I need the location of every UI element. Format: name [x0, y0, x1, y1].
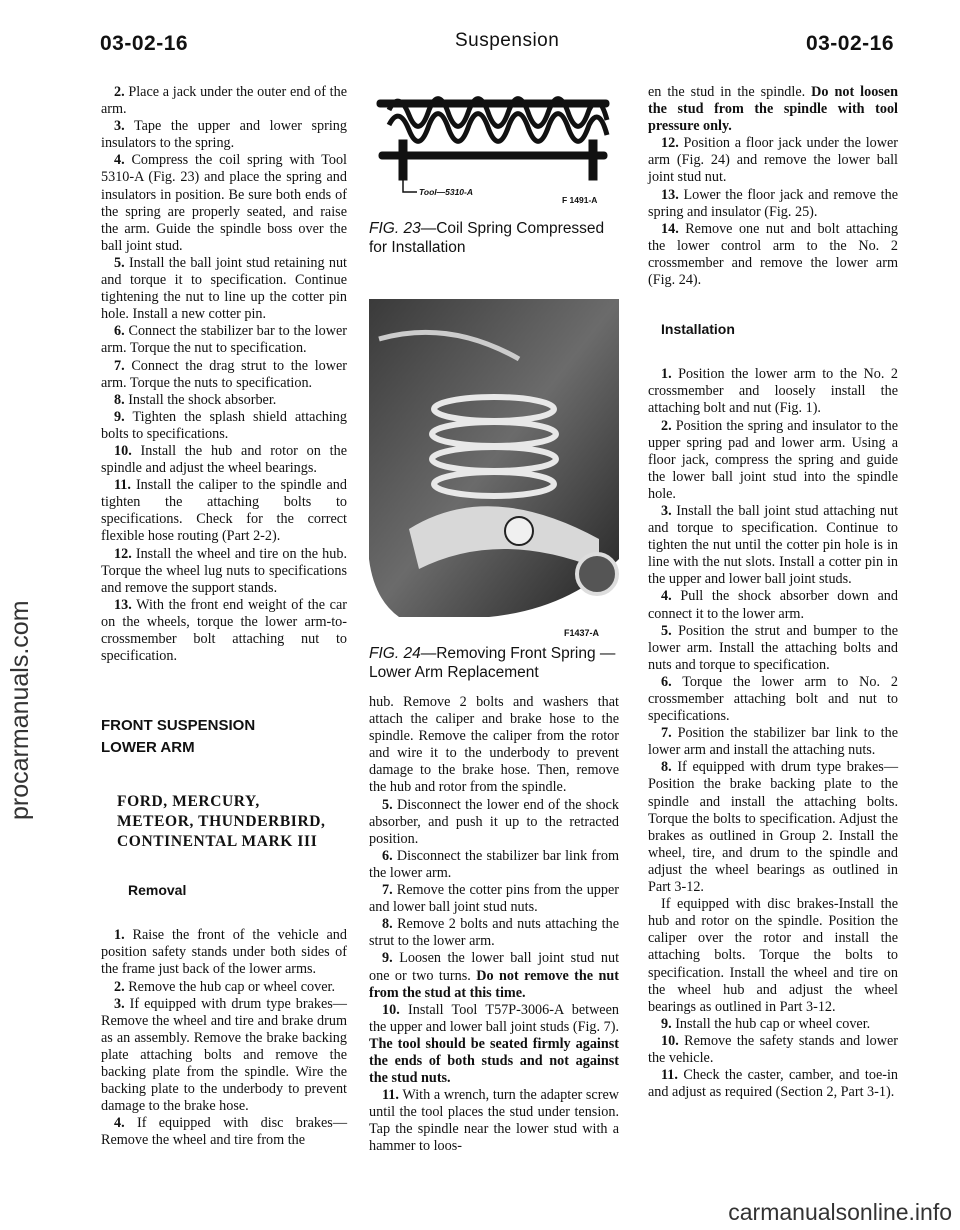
step-text: Raise the front of the vehicle and position safety stands under both sides of the frame just back of the lower arms.: [101, 927, 347, 978]
step-number: 1.: [114, 927, 125, 944]
step-text: Disconnect the lower end of the shock absorber, and push it up to the retracted position.: [369, 796, 619, 847]
step-item: [648, 187, 898, 221]
step-number: 2.: [114, 978, 125, 995]
fig24-label: FIG. 24: [369, 645, 421, 662]
step-text: If equipped with drum type brakes—Remove the wheel and tire and brake drum as an assembly. Remove the brake backing plate attaching bolts and remove the backing plate from the spindle. Wire the backing plate to the underbody to prevent damage to the brake hose.: [101, 995, 347, 1115]
step-number: 9.: [661, 1015, 672, 1032]
step-item: [101, 927, 347, 978]
footer-watermark: carmanualsonline.info: [728, 1199, 952, 1225]
step-number: 12.: [661, 135, 679, 152]
step-number: 11.: [661, 1067, 678, 1084]
step-number: 10.: [661, 1032, 679, 1049]
step-number: 13.: [114, 596, 132, 613]
step-text: Compress the coil spring with Tool 5310-A (Fig. 23) and place the spring and insulators in position. Be sure both ends of the spring are properly seated, and raise the arm. Guide the spindle boss over the ball joint stud.: [101, 152, 347, 254]
step-number: 8.: [661, 759, 672, 776]
step-text: Install the wheel and tire on the hub. Torque the wheel lug nuts to specifications and remove the support stands.: [101, 545, 347, 596]
step-item: [101, 118, 347, 152]
step-text: Position the lower arm to the No. 2 crossmember and loosely install the attaching bolt and nut (Fig. 1).: [648, 366, 899, 417]
step-number: 7.: [382, 882, 393, 899]
section-title-lower-arm: LOWER ARM: [101, 739, 195, 757]
step-text: Tighten the splash shield attaching bolts to specifications.: [101, 408, 347, 442]
step-item: [101, 477, 347, 545]
step-number: 4.: [661, 588, 672, 605]
step-number: 6.: [114, 323, 125, 340]
step-text: Check the caster, camber, and toe-in and adjust as required (Section 2, Part 3-1).: [648, 1067, 899, 1101]
step-item: [648, 221, 898, 289]
installation-steps-final: [648, 1016, 898, 1101]
column-middle: [369, 80, 619, 1156]
step-number: 1.: [661, 366, 672, 383]
figure-24: [369, 299, 619, 644]
models-line-3: CONTINENTAL MARK III: [117, 833, 318, 851]
fig24-code: F1437-A: [564, 628, 600, 638]
heading-removal: Removal: [128, 882, 187, 899]
step-number: 5.: [114, 254, 125, 271]
installation-steps-top: [101, 84, 347, 665]
step-item: [101, 443, 347, 477]
step-number: 5.: [661, 622, 672, 639]
step-number: 9.: [382, 950, 393, 967]
page-number-right: 03-02-16: [805, 32, 894, 55]
removal-cont-paragraph: hub. Remove 2 bolts and washers that attach the caliper and brake hose to the spindle. Remove the caliper from the rotor and wire it to the underbody to prevent damage to the brake hose. Then, remove the hub and rotor from the spindle.: [369, 694, 619, 796]
step-item: [101, 152, 347, 255]
fig23-caption-text: —Coil Spring Compressed for Installation: [369, 220, 605, 256]
tool-top-bar: [377, 100, 609, 107]
step-number: 12.: [114, 545, 132, 562]
step-number: 11.: [382, 1087, 399, 1104]
fig24-caption: [369, 644, 619, 682]
step-text: Remove 2 bolts and nuts attaching the strut to the lower arm.: [369, 916, 619, 950]
step-item: [648, 366, 898, 417]
side-watermark: procarmanuals.com: [6, 600, 34, 820]
step-text: Install the shock absorber.: [128, 391, 277, 408]
step-text: Install Tool T57P-3006-A between the upper and lower ball joint studs (Fig. 7).: [369, 1001, 619, 1035]
step-text: If equipped with drum type brakes—Position the brake backing plate to the spindle and install the attaching bolts. Torque the bolts to specification. Adjust the brakes as outlined in Group 2. Install the wheel, tire, and drum to the spindle and adjust the wheel bearings as outlined in Part 3-12.: [648, 759, 899, 896]
step-text: Position the spring and insulator to the upper spring pad and lower arm. Using a floor jack, compress the spring and guide the lower ball joint stud into the spindle hole.: [648, 417, 898, 502]
page-number-left: 03-02-16: [100, 32, 189, 55]
step-item: [648, 1067, 898, 1101]
figure-23: [369, 80, 619, 225]
step-item: [101, 597, 347, 665]
step-item: [369, 916, 619, 950]
step-text: With the front end weight of the car on the wheels, torque the lower arm-to-crossmember bolt attaching nut to specification.: [101, 596, 347, 665]
step-warning: Do not remove the nut from the stud at this time.: [369, 967, 619, 1001]
removal-steps: [101, 927, 347, 1149]
removal-steps-middle: [369, 797, 619, 951]
step-number: 13.: [661, 186, 679, 203]
models-line-1: FORD, MERCURY,: [117, 793, 260, 811]
step-number: 11.: [114, 477, 131, 494]
step-item: [369, 848, 619, 882]
step-warning-cont: seated firmly against the ends of both studs and not against the stud nuts.: [369, 1035, 619, 1087]
step-text: Install the ball joint stud attaching nut and torque to specification. Continue to tighten the nut until the cotter pin hole is in line with the nut slots. Install a cotter pin in the upper and lower ball joint studs.: [648, 502, 899, 588]
step-text: With a wrench, turn the adapter screw until the tool places the stud under tension. Tap the spindle near the lower stud with a hammer to loos-: [369, 1087, 619, 1155]
step-number: 6.: [382, 847, 393, 864]
ball-joint-photo: [505, 517, 533, 545]
removal-steps-right: [648, 135, 898, 289]
step-item: [101, 979, 347, 996]
step-text: Remove one nut and bolt attaching the lower control arm to the No. 2 crossmember and remove the lower arm (Fig. 24).: [648, 220, 898, 289]
fig23-code: F 1491-A: [562, 195, 598, 205]
step-item: [648, 725, 898, 759]
step-9: [369, 950, 619, 1001]
step-number: 8.: [382, 916, 393, 933]
step-text: Install the hub and rotor on the spindle and adjust the wheel bearings.: [101, 442, 348, 477]
step-number: 14.: [661, 220, 679, 237]
step-text: Torque the lower arm to No. 2 crossmember attaching bolt and nut to specifications.: [648, 673, 898, 725]
step-text: Install the hub cap or wheel cover.: [675, 1015, 871, 1032]
step-text: Connect the drag strut to the lower arm. Torque the nuts to specification.: [101, 357, 348, 391]
step-item: [648, 503, 898, 588]
step-text: Install the ball joint stud retaining nut and torque it to specification. Continue tightening the nut to line up the cotter pin hole. Install a new cotter pin.: [101, 254, 347, 323]
step-item: [648, 674, 898, 725]
bushing-photo: [577, 554, 617, 594]
step-text: Disconnect the stabilizer bar link from the lower arm.: [369, 847, 620, 881]
disc-brake-paragraph: If equipped with disc brakes-Install the hub and rotor on the spindle. Position the caliper over the rotor and install the attaching bolts. Torque the bolts to specification. Install the wheel and tire on the wheel hub and adjust the wheel bearings as outlined in Part 3-12.: [648, 896, 898, 1015]
step-number: 9.: [114, 408, 125, 425]
step-item: [101, 323, 347, 357]
front-spring-removal-photo: [369, 299, 619, 619]
step-item: [101, 392, 347, 409]
step-item: [101, 409, 347, 443]
fig23-label: FIG. 23: [369, 220, 421, 237]
step-text: Remove the safety stands and lower the vehicle.: [648, 1032, 898, 1066]
step-number: 4.: [114, 1115, 125, 1132]
step-11: [369, 1087, 619, 1155]
fig24-caption-text: —Removing Front Spring —Lower Arm Replacement: [369, 645, 616, 681]
step-text: Loosen the lower ball joint stud nut one or two turns.: [369, 950, 620, 984]
step-item: [648, 759, 898, 896]
step-10: [369, 1002, 619, 1087]
step-number: 7.: [114, 357, 125, 374]
step-number: 8.: [114, 391, 125, 408]
step-item: [369, 882, 619, 916]
step-text: Tape the upper and lower spring insulators to the spring.: [101, 118, 347, 152]
tool-screw: [399, 140, 407, 180]
step-number: 2.: [114, 84, 125, 100]
step-text: Lower the floor jack and remove the spring and insulator (Fig. 25).: [648, 186, 898, 220]
step-text: Remove the hub cap or wheel cover.: [128, 978, 336, 995]
step-text: Place a jack under the outer end of the arm.: [101, 84, 347, 118]
step-text: Remove the cotter pins from the upper and lower ball joint stud nuts.: [369, 882, 620, 916]
step-number: 3.: [114, 995, 125, 1012]
step-item: [101, 84, 347, 118]
column-middle-text: [369, 694, 619, 1156]
step-number: 6.: [661, 673, 672, 690]
step-text: If equipped with disc brakes—Remove the wheel and tire from the: [101, 1115, 348, 1149]
cont-text: en the stud in the spindle.: [648, 84, 806, 100]
step-number: 10.: [114, 442, 132, 459]
section-title-front-suspension: FRONT SUSPENSION: [101, 717, 256, 735]
step-item: [648, 1016, 898, 1033]
step-number: 2.: [661, 417, 672, 434]
step-item: [101, 358, 347, 392]
step-number: 10.: [382, 1001, 400, 1018]
step-text: Pull the shock absorber down and connect it to the lower arm.: [648, 588, 898, 622]
step-item: [648, 1033, 898, 1067]
heading-installation: Installation: [661, 321, 735, 338]
step-item: [648, 135, 898, 186]
step-item: [648, 418, 898, 503]
step-item: [648, 588, 898, 622]
step-item: [101, 255, 347, 323]
step-text: Position the stabilizer bar link to the lower arm and install the attaching nuts.: [648, 725, 899, 759]
step-item: [101, 1115, 347, 1149]
column-right: [648, 84, 898, 1101]
step-item: [101, 546, 347, 597]
column-left: [101, 84, 347, 1150]
step-number: 4.: [114, 152, 125, 169]
removal-cont-right: [648, 84, 898, 135]
step-item: [101, 996, 347, 1116]
installation-steps: [648, 366, 898, 896]
step-text: Position the strut and bumper to the lower arm. Install the attaching bolts and nuts and torque to specification.: [648, 622, 899, 673]
tool-bottom-bar: [379, 152, 607, 159]
step-text: Install the caliper to the spindle and tighten the attaching bolts to specifications. Check for the correct flexible hose routing (Part 2-2).: [101, 477, 347, 545]
step-number: 7.: [661, 725, 672, 742]
step-text: Connect the stabilizer bar to the lower arm. Torque the nut to specification.: [101, 323, 347, 357]
step-text: Position a floor jack under the lower arm (Fig. 24) and remove the lower ball joint stud nut.: [648, 135, 899, 186]
step-number: 3.: [661, 502, 672, 519]
cont-warning: Do not loosen the stud from the spindle with tool pressure only.: [648, 84, 898, 135]
fig23-tool-label: Tool—5310-A: [419, 187, 474, 197]
step-item: [648, 623, 898, 674]
page-header-title: Suspension: [455, 30, 560, 51]
models-line-2: METEOR, THUNDERBIRD,: [117, 813, 326, 831]
step-warning: The tool should be: [369, 1035, 485, 1052]
step-number: 3.: [114, 118, 125, 135]
step-item: [369, 797, 619, 848]
step-number: 5.: [382, 796, 393, 813]
